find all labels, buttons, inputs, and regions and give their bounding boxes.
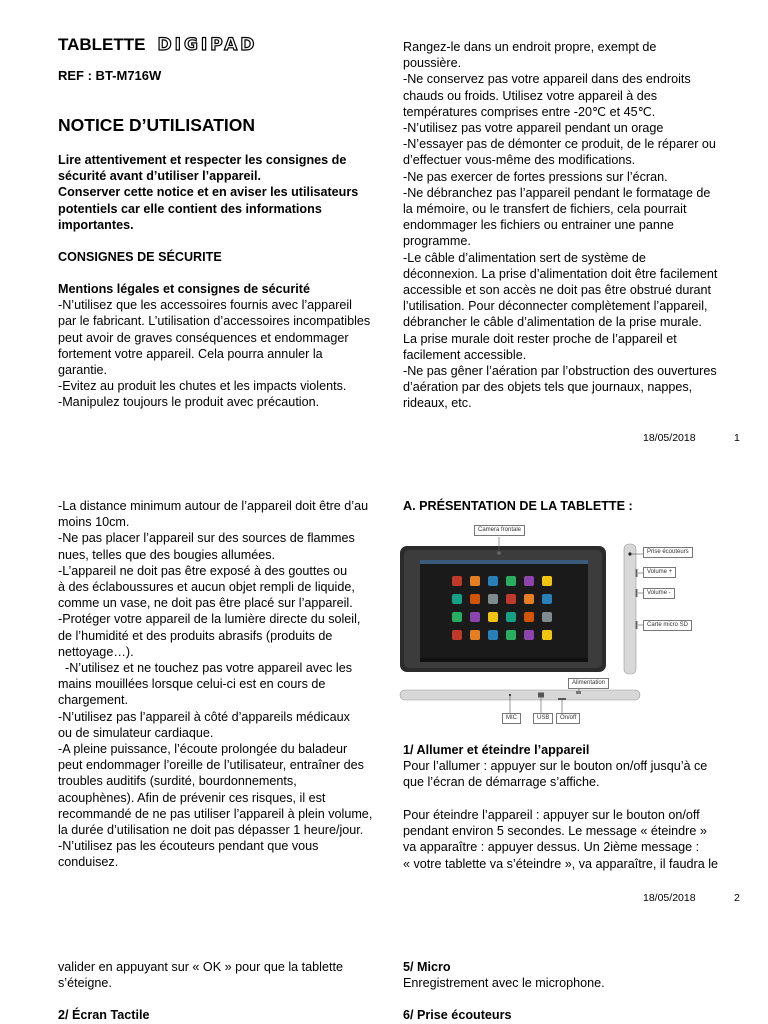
body-line: -Ne conservez pas votre appareil dans des endroits [403, 72, 691, 87]
body-line: Rangez-le dans un endroit propre, exempt de [403, 40, 657, 54]
body-line: Pour l’allumer : appuyer sur le bouton on/off jusqu’à ce [403, 759, 708, 774]
app-icon [524, 612, 534, 622]
tablet-figure [398, 520, 743, 730]
page1-right-column [403, 39, 743, 412]
body-line: programme. [403, 234, 471, 249]
app-icon [470, 576, 480, 586]
digipad-logo: DIGIPAD [157, 35, 258, 55]
body-line: accessible et son accès ne doit pas être obstrué durant [403, 283, 712, 298]
page2-left-column [58, 498, 398, 871]
body-line: d’effectuer vous-même des modifications. [403, 153, 636, 168]
tablet-side-view [624, 544, 636, 674]
app-icon [542, 612, 552, 622]
section-a-block [403, 498, 743, 514]
body-line: pendant environ 5 secondes. Le message « éteindre » [403, 824, 707, 839]
intro-block [58, 152, 398, 233]
app-icon [506, 594, 516, 604]
body-line: facilement accessible. [403, 347, 527, 362]
body-line: La prise murale doit rester proche de l’appareil et [403, 331, 677, 346]
app-icon [542, 594, 552, 604]
page3-left-column [58, 959, 398, 991]
body-line: valider en appuyant sur « OK » pour que la tablette [58, 960, 343, 974]
body-line: -Manipulez toujours le produit avec précaution. [58, 395, 320, 410]
footer-page-number: 2 [734, 892, 740, 904]
body-line: déconnexion. La prise d’alimentation doit être facilement [403, 266, 718, 281]
app-icon [488, 630, 498, 640]
app-icon [452, 594, 462, 604]
app-icon [506, 576, 516, 586]
body-line: conduisez. [58, 855, 119, 870]
tablet-screen [420, 560, 588, 662]
app-icon [470, 612, 480, 622]
body-line: -N’essayer pas de démonter ce produit, de le réparer ou [403, 137, 716, 152]
callout-mic: MIC [502, 713, 521, 724]
section-6-block [403, 1007, 743, 1023]
legal-block [58, 281, 398, 411]
body-line: températures comprises entre -20℃ et 45℃. [403, 104, 656, 119]
callout-camera: Camera frontale [474, 525, 525, 536]
title-word: TABLETTE [58, 35, 146, 54]
section-2-heading: 2/ Écran Tactile [58, 1008, 150, 1022]
app-icon [524, 594, 534, 604]
body-line: l’utilisation. Pour déconnecter complètement l’appareil, [403, 299, 708, 314]
body-line: s’éteigne. [58, 976, 112, 991]
front-camera-dot [497, 551, 501, 555]
app-icon [452, 576, 462, 586]
body-line: -N’utilisez pas votre appareil pendant un orage [403, 121, 664, 136]
body-line: ou de simulateur cardiaque. [58, 725, 214, 740]
body-line: d’aération par des objets tels que journaux, nappes, [403, 380, 693, 395]
body-line: -L’appareil ne doit pas être exposé à des gouttes ou [58, 563, 348, 578]
intro-line: importantes. [58, 217, 134, 232]
intro-line: Lire attentivement et respecter les consignes de [58, 153, 347, 167]
safety-heading-block [58, 249, 398, 265]
section-2-block [58, 1007, 398, 1023]
body-line: -Ne débranchez pas l’appareil pendant le formatage de [403, 185, 711, 200]
body-line: troubles auditifs (surdité, bourdonnements, [58, 774, 297, 789]
document-title [58, 35, 257, 55]
earphone-jack [628, 552, 631, 555]
body-line: peut endommager l’oreille de l’utilisateur, entraîner des [58, 758, 364, 773]
app-icon [542, 630, 552, 640]
body-line: -Evitez au produit les chutes et les impacts violents. [58, 379, 347, 394]
body-line: fortement votre appareil. Cela pourra annuler la [58, 346, 323, 361]
body-line: de l’humidité et des produits abrasifs (produits de [58, 628, 333, 643]
body-line: Enregistrement avec le microphone. [403, 976, 605, 991]
body-line: -Ne pas placer l’appareil sur des sources de flammes [58, 531, 355, 546]
body-line: la mémoire, ou le transfert de fichiers, cela pourrait [403, 202, 687, 217]
app-icon [506, 630, 516, 640]
app-icon [542, 576, 552, 586]
app-icon [470, 630, 480, 640]
callout-usb: USB [533, 713, 553, 724]
body-line: chauds ou froids. Utilisez votre appareil à des [403, 88, 658, 103]
callout-volume-down: Volume - [643, 588, 675, 599]
body-line: que l’écran de démarrage s’affiche. [403, 775, 600, 790]
section-5-heading: 5/ Micro [403, 960, 451, 974]
body-line: -N’utilisez et ne touchez pas votre appareil avec les [58, 661, 353, 676]
footer-page-number: 1 [734, 432, 740, 444]
legal-heading: Mentions légales et consignes de sécurité [58, 282, 310, 296]
body-line: -N’utilisez que les accessoires fournis avec l’appareil [58, 298, 352, 313]
callout-sd-card: Carte micro SD [643, 620, 692, 631]
app-icon [452, 630, 462, 640]
callout-earphones: Prise écouteurs [643, 547, 693, 558]
body-line: Pour éteindre l’appareil : appuyer sur le bouton on/off [403, 808, 700, 822]
app-icon [524, 630, 534, 640]
tablet-bottom-view [400, 690, 640, 700]
app-icon [452, 612, 462, 622]
section-5-block [403, 959, 743, 991]
body-line: rideaux, etc. [403, 396, 472, 411]
callout-power: Alimentation [568, 678, 609, 689]
section-1-heading: 1/ Allumer et éteindre l’appareil [403, 743, 590, 757]
body-line: « votre tablette va s’éteindre », va apparaître, il faudra le [403, 856, 719, 871]
body-line: comme un vase, ne doit pas être placé sur l’appareil. [58, 596, 353, 611]
body-line: à des éclaboussures et aucun objet rempli de liquide, [58, 580, 355, 595]
section-1-block [403, 742, 743, 791]
callout-volume-up: Volume + [643, 567, 676, 578]
section-1-off-block [403, 807, 743, 872]
app-icon [488, 612, 498, 622]
app-icon [470, 594, 480, 604]
intro-line: Conserver cette notice et en aviser les utilisateurs [58, 185, 359, 200]
app-icon [524, 576, 534, 586]
body-line: peut avoir de graves conséquences et endommager [58, 330, 349, 345]
body-line: moins 10cm. [58, 515, 130, 530]
body-line: -Le câble d’alimentation sert de système de [403, 250, 646, 265]
body-line: -Ne pas gêner l’aération par l’obstruction des ouvertures [403, 364, 717, 379]
body-line: poussière. [403, 56, 462, 71]
body-line: va apparaître : appuyer dessus. Un 2ième message : [403, 840, 700, 855]
section-6-heading: 6/ Prise écouteurs [403, 1008, 512, 1022]
body-line: recommandé de ne pas utiliser l’appareil à plein volume, [58, 806, 373, 821]
body-line: -Ne pas exercer de fortes pressions sur l’écran. [403, 169, 668, 184]
body-line: chargement. [58, 693, 129, 708]
body-line: -N’utilisez pas l’appareil à côté d’appareils médicaux [58, 709, 350, 724]
reference-number: REF : BT-M716W [58, 68, 162, 83]
body-line: -N’utilisez pas les écouteurs pendant que vous [58, 839, 319, 854]
body-line: endommager les fichiers ou entrainer une panne [403, 218, 674, 233]
body-line: nues, telles que des bougies allumées. [58, 547, 276, 562]
body-line: débrancher le câble d’alimentation de la prise murale. [403, 315, 702, 330]
app-icon [488, 576, 498, 586]
body-line: mains mouillées lorsque celui-ci est en cours de [58, 677, 326, 692]
intro-line: potentiels car elle contient des informations [58, 201, 322, 216]
body-line: par le fabricant. L’utilisation d’accessoires incompatibles [58, 314, 371, 329]
body-line: acouphènes). Afin de prévenir ces risques, il est [58, 790, 326, 805]
app-icon [488, 594, 498, 604]
body-line: -A pleine puissance, l’écoute prolongée du baladeur [58, 742, 348, 757]
footer-date: 18/05/2018 [643, 432, 696, 444]
safety-heading: CONSIGNES DE SÉCURITE [58, 250, 222, 264]
body-line: la durée d’utilisation ne doit pas dépasser 1 heure/jour. [58, 823, 364, 838]
footer-date: 18/05/2018 [643, 892, 696, 904]
body-line: garantie. [58, 363, 108, 378]
section-a-heading: A. PRÉSENTATION DE LA TABLETTE : [403, 499, 633, 513]
body-line: -La distance minimum autour de l’appareil doit être d’au [58, 499, 369, 513]
app-icon [506, 612, 516, 622]
body-line: -Protéger votre appareil de la lumière directe du soleil, [58, 612, 361, 627]
body-line: nettoyage…). [58, 644, 134, 659]
intro-line: sécurité avant d’utiliser l’appareil. [58, 169, 261, 184]
callout-onoff: On/off [556, 713, 580, 724]
notice-title: NOTICE D’UTILISATION [58, 115, 256, 135]
